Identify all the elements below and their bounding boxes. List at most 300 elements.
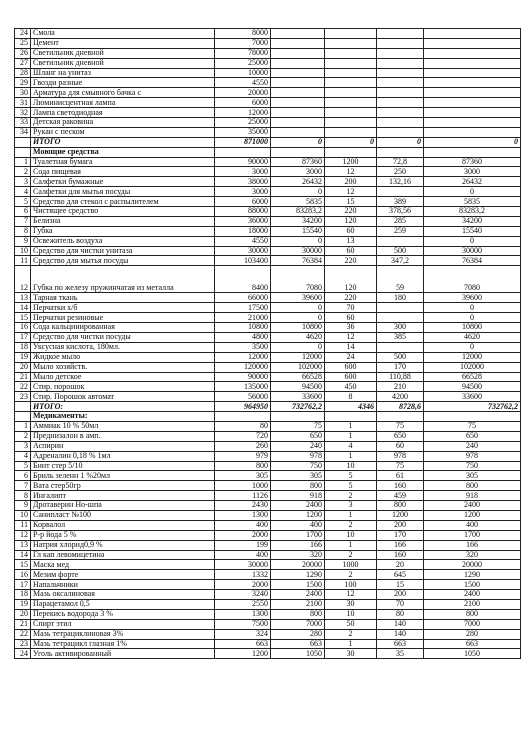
item-name: Цемент	[31, 38, 215, 48]
section-header: Медикаменты:	[31, 412, 215, 422]
item-name: Перчатки резиновые	[31, 313, 215, 323]
value-d: 166	[377, 540, 424, 550]
value-e: 10800	[424, 323, 521, 333]
row-number: 22	[15, 629, 31, 639]
row-number: 6	[15, 207, 31, 217]
item-name: Мыло детское	[31, 372, 215, 382]
table-row	[15, 197, 521, 207]
item-name: Адреналин 0,18 % 1мл	[31, 451, 215, 461]
value-a: 35000	[215, 127, 271, 137]
row-number: 13	[15, 540, 31, 550]
value-d	[377, 236, 424, 246]
row-number: 13	[15, 293, 31, 303]
value-d	[377, 68, 424, 78]
value-c: 14	[325, 342, 377, 352]
blank-cell	[424, 147, 521, 157]
value-e: 12000	[424, 352, 521, 362]
value-a: 103400	[215, 256, 271, 266]
row-number: 6	[15, 471, 31, 481]
table-row	[15, 187, 521, 197]
value-b: 400	[271, 520, 325, 530]
table-row	[15, 352, 521, 362]
row-number: 15	[15, 313, 31, 323]
table-row	[15, 38, 521, 48]
item-name: Мазь тетрацикл глазная 1%	[31, 639, 215, 649]
value-a: 25000	[215, 58, 271, 68]
total-value-d: 8728,6	[377, 402, 424, 412]
value-a: 1300	[215, 510, 271, 520]
value-d	[377, 58, 424, 68]
value-d	[377, 118, 424, 128]
value-e: 978	[424, 451, 521, 461]
row-number: 18	[15, 590, 31, 600]
value-c: 2	[325, 570, 377, 580]
row-number: 23	[15, 392, 31, 402]
value-b: 0	[271, 313, 325, 323]
value-d: 250	[377, 167, 424, 177]
value-c: 1	[325, 540, 377, 550]
value-b	[271, 29, 325, 39]
value-b: 2100	[271, 599, 325, 609]
value-c: 2	[325, 550, 377, 560]
value-a: 12000	[215, 108, 271, 118]
row-number: 21	[15, 372, 31, 382]
value-b: 66528	[271, 372, 325, 382]
total-value-b: 732762,2	[271, 402, 325, 412]
value-b: 10800	[271, 323, 325, 333]
table-row	[15, 599, 521, 609]
value-d	[377, 88, 424, 98]
item-name: Губка по железу пружинчатая из металла	[31, 266, 215, 293]
table-row	[15, 157, 521, 167]
value-b: 1290	[271, 570, 325, 580]
value-a: 38000	[215, 177, 271, 187]
value-c	[325, 118, 377, 128]
value-c: 3	[325, 501, 377, 511]
value-c	[325, 88, 377, 98]
item-name: Перекись водорода 3 %	[31, 609, 215, 619]
row-number: 5	[15, 461, 31, 471]
value-a: 3000	[215, 167, 271, 177]
total-value-a: 964950	[215, 402, 271, 412]
value-a: 4800	[215, 332, 271, 342]
row-number: 17	[15, 580, 31, 590]
value-b: 3000	[271, 167, 325, 177]
value-c: 1	[325, 639, 377, 649]
table-row	[15, 481, 521, 491]
section-header-row	[15, 412, 521, 422]
value-a: 3240	[215, 590, 271, 600]
value-e: 5835	[424, 197, 521, 207]
value-a: 120000	[215, 362, 271, 372]
item-name: Средство для чистки посуды	[31, 332, 215, 342]
value-e: 34200	[424, 216, 521, 226]
row-number: 34	[15, 127, 31, 137]
item-name: Стир. порошок	[31, 382, 215, 392]
row-number: 2	[15, 167, 31, 177]
item-name: Мазь тетрациклиновая 3%	[31, 629, 215, 639]
value-d: 389	[377, 197, 424, 207]
value-d: 75	[377, 461, 424, 471]
table-row	[15, 226, 521, 236]
value-b: 0	[271, 236, 325, 246]
value-a: 6000	[215, 197, 271, 207]
table-row	[15, 118, 521, 128]
value-d: 210	[377, 382, 424, 392]
value-c: 5	[325, 471, 377, 481]
value-d: 200	[377, 520, 424, 530]
item-name: Дротаверин Но-шпа	[31, 501, 215, 511]
row-number: 1	[15, 421, 31, 431]
value-a: 30000	[215, 560, 271, 570]
table-row	[15, 501, 521, 511]
value-e: 240	[424, 441, 521, 451]
blank-cell	[377, 147, 424, 157]
value-e: 102000	[424, 362, 521, 372]
item-name: Натрия хлорид0,9 %	[31, 540, 215, 550]
value-b: 320	[271, 550, 325, 560]
item-name: Губка	[31, 226, 215, 236]
item-name: Перчатки х/б	[31, 303, 215, 313]
value-c: 1	[325, 421, 377, 431]
section-header: Моющие средства	[31, 147, 215, 157]
item-name: Сода кальцинированная	[31, 323, 215, 333]
value-c: 10	[325, 530, 377, 540]
value-c: 30	[325, 649, 377, 659]
value-e: 33600	[424, 392, 521, 402]
value-d: 160	[377, 481, 424, 491]
row-number: 9	[15, 501, 31, 511]
blank-cell	[15, 137, 31, 147]
row-number: 15	[15, 560, 31, 570]
value-c: 24	[325, 352, 377, 362]
value-b	[271, 38, 325, 48]
value-e: 663	[424, 639, 521, 649]
inventory-sheet	[14, 28, 520, 659]
table-row	[15, 68, 521, 78]
table-row	[15, 246, 521, 256]
value-d	[377, 48, 424, 58]
blank-cell	[15, 402, 31, 412]
item-name: Уксусная кислота, 180мл.	[31, 342, 215, 352]
value-d: 347,2	[377, 256, 424, 266]
value-e: 0	[424, 342, 521, 352]
table-row	[15, 382, 521, 392]
row-number: 32	[15, 108, 31, 118]
table-row	[15, 649, 521, 659]
value-d: 59	[377, 266, 424, 293]
value-c: 5	[325, 481, 377, 491]
value-a: 135000	[215, 382, 271, 392]
blank-cell	[377, 412, 424, 422]
table-row	[15, 58, 521, 68]
table-row	[15, 78, 521, 88]
value-e: 3000	[424, 167, 521, 177]
table-row	[15, 127, 521, 137]
value-b: 1700	[271, 530, 325, 540]
table-row	[15, 590, 521, 600]
value-b: 918	[271, 491, 325, 501]
blank-cell	[325, 412, 377, 422]
value-a: 7000	[215, 38, 271, 48]
value-c: 200	[325, 177, 377, 187]
value-a: 1126	[215, 491, 271, 501]
item-name: Мезим форте	[31, 570, 215, 580]
value-c: 120	[325, 216, 377, 226]
total-value-c: 4346	[325, 402, 377, 412]
value-c: 600	[325, 362, 377, 372]
value-b: 15540	[271, 226, 325, 236]
value-c: 50	[325, 619, 377, 629]
value-e: 66528	[424, 372, 521, 382]
value-c: 1	[325, 510, 377, 520]
total-row	[15, 402, 521, 412]
table-row	[15, 313, 521, 323]
value-b: 12000	[271, 352, 325, 362]
value-d: 110,88	[377, 372, 424, 382]
value-e: 1500	[424, 580, 521, 590]
blank-cell	[215, 412, 271, 422]
blank-cell	[15, 147, 31, 157]
table-row	[15, 323, 521, 333]
value-e	[424, 38, 521, 48]
value-e	[424, 108, 521, 118]
value-b: 800	[271, 609, 325, 619]
value-d: 140	[377, 619, 424, 629]
inventory-table	[14, 28, 521, 659]
value-c: 12	[325, 590, 377, 600]
value-d: 500	[377, 352, 424, 362]
item-name: Спирт этил	[31, 619, 215, 629]
value-a: 260	[215, 441, 271, 451]
value-a: 18000	[215, 226, 271, 236]
table-row	[15, 88, 521, 98]
value-d	[377, 78, 424, 88]
table-row	[15, 177, 521, 187]
value-b: 978	[271, 451, 325, 461]
item-name: Средство для стекол с распылителем	[31, 197, 215, 207]
item-name: Уголь активированный	[31, 649, 215, 659]
value-d	[377, 98, 424, 108]
item-name: Туалетная бумага	[31, 157, 215, 167]
item-name: Средство для чистки унитаза	[31, 246, 215, 256]
row-number: 3	[15, 177, 31, 187]
value-d: 61	[377, 471, 424, 481]
value-d	[377, 38, 424, 48]
value-d: 300	[377, 323, 424, 333]
value-c: 100	[325, 580, 377, 590]
value-b: 33600	[271, 392, 325, 402]
value-b: 102000	[271, 362, 325, 372]
value-c	[325, 68, 377, 78]
item-name: Салфетки для мытья посуды	[31, 187, 215, 197]
value-e: 83283,2	[424, 207, 521, 217]
value-c: 10	[325, 461, 377, 471]
row-number: 31	[15, 98, 31, 108]
blank-cell	[15, 412, 31, 422]
table-row	[15, 619, 521, 629]
table-row	[15, 342, 521, 352]
value-b: 39600	[271, 293, 325, 303]
row-number: 11	[15, 520, 31, 530]
value-b	[271, 58, 325, 68]
value-c: 8	[325, 392, 377, 402]
table-row	[15, 372, 521, 382]
value-c	[325, 58, 377, 68]
value-a: 1300	[215, 609, 271, 619]
value-c: 220	[325, 207, 377, 217]
value-a: 20000	[215, 88, 271, 98]
value-b: 75	[271, 421, 325, 431]
blank-cell	[424, 412, 521, 422]
value-e: 1700	[424, 530, 521, 540]
row-number: 4	[15, 451, 31, 461]
row-number: 8	[15, 491, 31, 501]
table-row	[15, 491, 521, 501]
value-e	[424, 29, 521, 39]
value-d: 60	[377, 441, 424, 451]
value-a: 10000	[215, 68, 271, 78]
table-row	[15, 98, 521, 108]
value-e: 650	[424, 431, 521, 441]
value-e: 2100	[424, 599, 521, 609]
value-b: 20000	[271, 560, 325, 570]
table-row	[15, 570, 521, 580]
value-d	[377, 342, 424, 352]
item-name: Салфетки бумажные	[31, 177, 215, 187]
value-a: 8000	[215, 29, 271, 39]
table-row	[15, 362, 521, 372]
value-c: 12	[325, 187, 377, 197]
value-a: 80	[215, 421, 271, 431]
value-c: 10	[325, 609, 377, 619]
table-row	[15, 461, 521, 471]
total-value-e: 0	[424, 137, 521, 147]
value-e: 39600	[424, 293, 521, 303]
item-name: Маска мед	[31, 560, 215, 570]
value-e: 750	[424, 461, 521, 471]
value-c	[325, 48, 377, 58]
value-e	[424, 68, 521, 78]
row-number: 25	[15, 38, 31, 48]
value-e	[424, 78, 521, 88]
item-name: Бинт стер 5/10	[31, 461, 215, 471]
item-name: Смола	[31, 29, 215, 39]
value-b: 663	[271, 639, 325, 649]
value-a: 90000	[215, 372, 271, 382]
value-b: 800	[271, 481, 325, 491]
row-number: 28	[15, 68, 31, 78]
value-b: 2400	[271, 501, 325, 511]
value-a: 66000	[215, 293, 271, 303]
value-c: 600	[325, 372, 377, 382]
table-row	[15, 392, 521, 402]
value-c	[325, 38, 377, 48]
row-number: 20	[15, 609, 31, 619]
row-number: 10	[15, 246, 31, 256]
value-b: 30000	[271, 246, 325, 256]
item-name: Средство для мытья посуды	[31, 256, 215, 266]
row-number: 16	[15, 323, 31, 333]
item-name: Мазь оксалиновая	[31, 590, 215, 600]
item-name: Лампа светодиодная	[31, 108, 215, 118]
value-c: 60	[325, 313, 377, 323]
item-name: Ингалипт	[31, 491, 215, 501]
value-c: 220	[325, 256, 377, 266]
value-a: 36000	[215, 216, 271, 226]
value-d: 180	[377, 293, 424, 303]
value-b	[271, 48, 325, 58]
value-b: 166	[271, 540, 325, 550]
row-number: 27	[15, 58, 31, 68]
value-e: 1200	[424, 510, 521, 520]
item-name: Вата стер50гр	[31, 481, 215, 491]
value-a: 12000	[215, 352, 271, 362]
value-b: 650	[271, 431, 325, 441]
row-number: 18	[15, 342, 31, 352]
value-b	[271, 98, 325, 108]
value-b: 0	[271, 342, 325, 352]
value-d	[377, 303, 424, 313]
total-label: ИТОГО	[31, 137, 215, 147]
row-number: 7	[15, 216, 31, 226]
value-a: 199	[215, 540, 271, 550]
row-number: 22	[15, 382, 31, 392]
value-a: 30000	[215, 246, 271, 256]
value-b	[271, 68, 325, 78]
value-b: 4620	[271, 332, 325, 342]
value-a: 720	[215, 431, 271, 441]
value-e: 15540	[424, 226, 521, 236]
value-e: 7080	[424, 266, 521, 293]
table-row	[15, 303, 521, 313]
value-c: 12	[325, 332, 377, 342]
value-b: 240	[271, 441, 325, 451]
value-a: 8400	[215, 266, 271, 293]
item-name: Шланг на унитаз	[31, 68, 215, 78]
value-b: 280	[271, 629, 325, 639]
value-e	[424, 127, 521, 137]
value-d: 15	[377, 580, 424, 590]
total-value-d: 0	[377, 137, 424, 147]
item-name: Рукан с песком	[31, 127, 215, 137]
item-name: Преднизалон в амп.	[31, 431, 215, 441]
value-b: 7000	[271, 619, 325, 629]
value-e	[424, 98, 521, 108]
value-c	[325, 127, 377, 137]
item-name: Бриль зеленн 1 %20мл	[31, 471, 215, 481]
value-e: 87360	[424, 157, 521, 167]
row-number: 12	[15, 530, 31, 540]
value-d: 645	[377, 570, 424, 580]
value-e: 2400	[424, 590, 521, 600]
item-name: Напальчники	[31, 580, 215, 590]
table-row	[15, 266, 521, 293]
value-c: 13	[325, 236, 377, 246]
value-b: 7080	[271, 266, 325, 293]
item-name: Стир. Порошок автомат	[31, 392, 215, 402]
value-d: 200	[377, 590, 424, 600]
row-number: 11	[15, 256, 31, 266]
value-e: 305	[424, 471, 521, 481]
total-value-c: 0	[325, 137, 377, 147]
total-value-e: 732762,2	[424, 402, 521, 412]
item-name: Белизна	[31, 216, 215, 226]
row-number: 30	[15, 88, 31, 98]
table-row	[15, 451, 521, 461]
item-name: Чистящее средство	[31, 207, 215, 217]
value-c: 1000	[325, 560, 377, 570]
